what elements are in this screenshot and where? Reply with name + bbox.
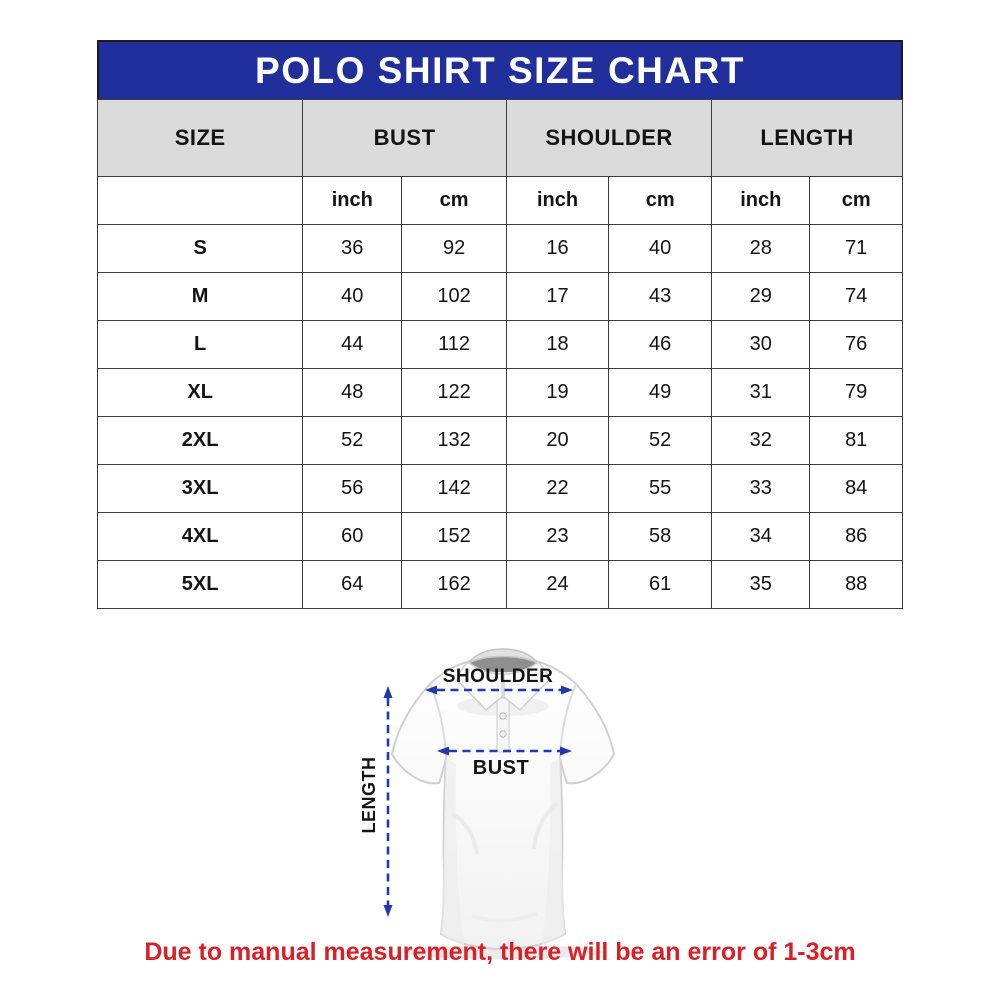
column-header-shoulder: SHOULDER <box>506 100 711 177</box>
value-cell: 34 <box>712 513 810 561</box>
length-label: LENGTH <box>359 756 379 834</box>
value-cell: 122 <box>402 369 507 417</box>
value-cell: 36 <box>303 225 402 273</box>
table-row <box>98 369 903 417</box>
unit-cell: inch <box>506 177 608 225</box>
value-cell: 49 <box>609 369 712 417</box>
table-row <box>98 417 903 465</box>
value-cell: 162 <box>402 561 507 609</box>
unit-cell: cm <box>609 177 712 225</box>
value-cell: 18 <box>506 321 608 369</box>
value-cell: 56 <box>303 465 402 513</box>
value-cell: 30 <box>712 321 810 369</box>
size-cell: 3XL <box>98 465 303 513</box>
button <box>500 713 506 719</box>
value-cell: 71 <box>810 225 903 273</box>
value-cell: 76 <box>810 321 903 369</box>
value-cell: 23 <box>506 513 608 561</box>
size-table <box>97 99 903 609</box>
table-row <box>98 465 903 513</box>
size-cell: 5XL <box>98 561 303 609</box>
value-cell: 64 <box>303 561 402 609</box>
value-cell: 48 <box>303 369 402 417</box>
value-cell: 142 <box>402 465 507 513</box>
column-header-size: SIZE <box>98 100 303 177</box>
value-cell: 40 <box>609 225 712 273</box>
button <box>500 731 506 737</box>
value-cell: 32 <box>712 417 810 465</box>
length-arrow <box>384 686 393 917</box>
chart-title: POLO SHIRT SIZE CHART <box>255 49 745 91</box>
bust-label: BUST <box>472 757 530 779</box>
size-cell: M <box>98 273 303 321</box>
value-cell: 35 <box>712 561 810 609</box>
value-cell: 92 <box>402 225 507 273</box>
column-header-bust: BUST <box>303 100 507 177</box>
value-cell: 79 <box>810 369 903 417</box>
value-cell: 55 <box>609 465 712 513</box>
value-cell: 20 <box>506 417 608 465</box>
value-cell: 74 <box>810 273 903 321</box>
value-cell: 22 <box>506 465 608 513</box>
placket <box>497 698 509 752</box>
size-cell: 4XL <box>98 513 303 561</box>
value-cell: 33 <box>712 465 810 513</box>
value-cell: 40 <box>303 273 402 321</box>
value-cell: 86 <box>810 513 903 561</box>
unit-cell: inch <box>303 177 402 225</box>
table-units-row <box>98 177 903 225</box>
value-cell: 46 <box>609 321 712 369</box>
size-cell: 2XL <box>98 417 303 465</box>
value-cell: 16 <box>506 225 608 273</box>
value-cell: 31 <box>712 369 810 417</box>
size-cell: L <box>98 321 303 369</box>
value-cell: 28 <box>712 225 810 273</box>
chart-title-banner <box>97 40 903 101</box>
value-cell: 102 <box>402 273 507 321</box>
unit-cell: inch <box>712 177 810 225</box>
table-row <box>98 513 903 561</box>
value-cell: 43 <box>609 273 712 321</box>
size-cell: S <box>98 225 303 273</box>
column-header-length: LENGTH <box>712 100 903 177</box>
value-cell: 52 <box>609 417 712 465</box>
table-row <box>98 321 903 369</box>
table-row <box>98 561 903 609</box>
value-cell: 88 <box>810 561 903 609</box>
value-cell: 24 <box>506 561 608 609</box>
polo-shirt-illustration <box>352 634 652 964</box>
table-row <box>98 225 903 273</box>
unit-cell-empty <box>98 177 303 225</box>
unit-cell: cm <box>810 177 903 225</box>
unit-cell: cm <box>402 177 507 225</box>
value-cell: 58 <box>609 513 712 561</box>
value-cell: 61 <box>609 561 712 609</box>
value-cell: 84 <box>810 465 903 513</box>
size-cell: XL <box>98 369 303 417</box>
value-cell: 17 <box>506 273 608 321</box>
value-cell: 152 <box>402 513 507 561</box>
table-header-row <box>98 100 903 177</box>
value-cell: 19 <box>506 369 608 417</box>
value-cell: 29 <box>712 273 810 321</box>
table-row <box>98 273 903 321</box>
shoulder-label: SHOULDER <box>442 666 554 687</box>
value-cell: 112 <box>402 321 507 369</box>
value-cell: 132 <box>402 417 507 465</box>
value-cell: 81 <box>810 417 903 465</box>
measurement-error-note: Due to manual measurement, there will be an error of 1-3cm <box>144 938 856 966</box>
value-cell: 52 <box>303 417 402 465</box>
value-cell: 60 <box>303 513 402 561</box>
value-cell: 44 <box>303 321 402 369</box>
